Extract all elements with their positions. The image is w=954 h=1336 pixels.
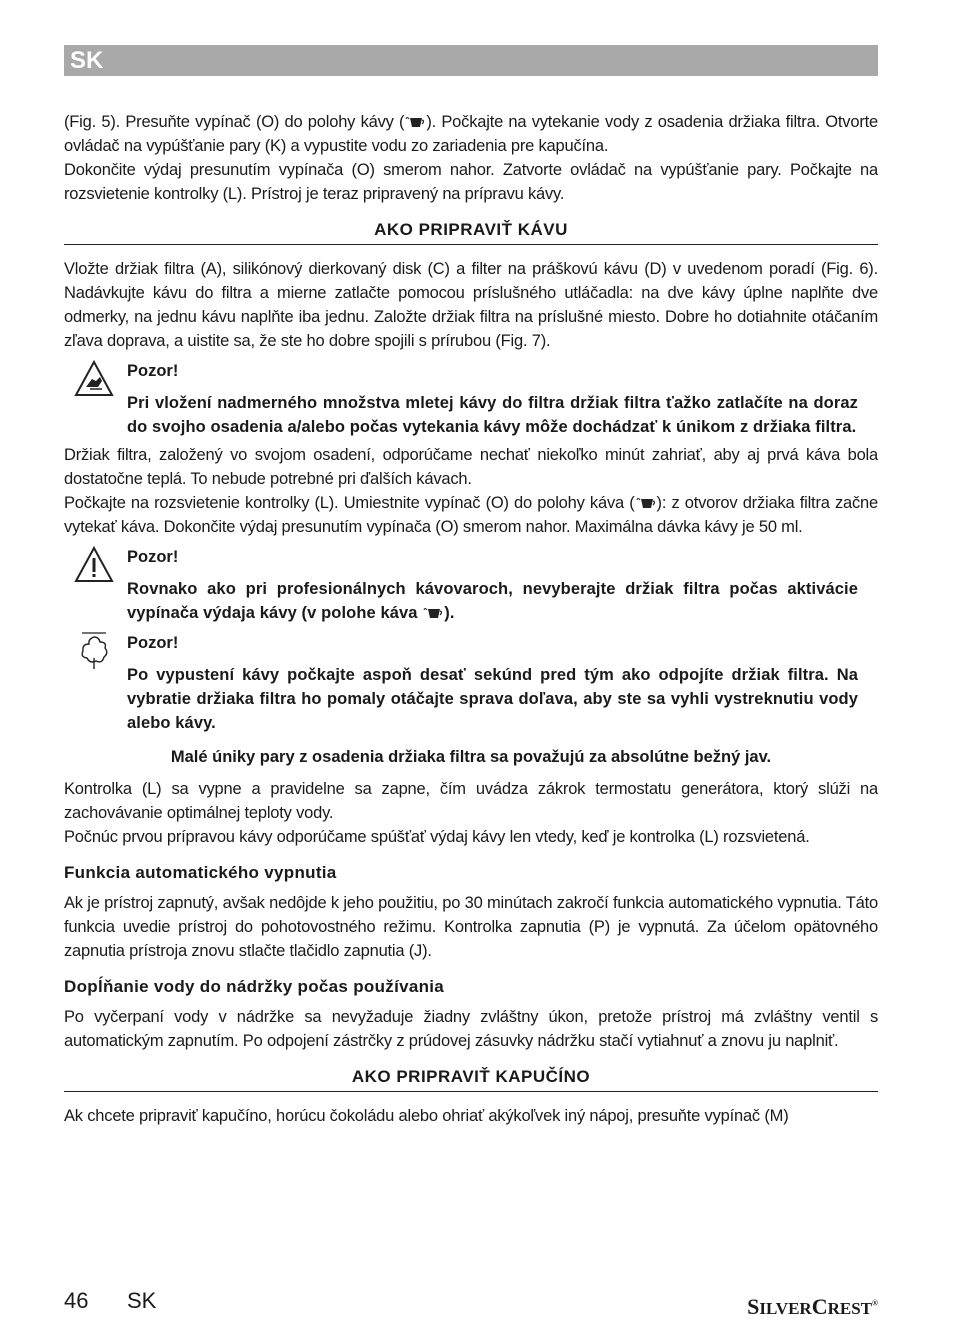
section-heading: AKO PRIPRAVIŤ KÁVU — [64, 218, 878, 245]
brand-logo: SILVERCREST® — [747, 1294, 878, 1319]
paragraph: Kontrolka (L) sa vypne a pravidelne sa zapne, čím uvádza zákrok termostatu generátora, ktorý slúži na zachovávanie optimálnej teploty vody. — [64, 780, 878, 822]
hot-steam-icon — [74, 631, 114, 671]
paragraph: Po vyčerpaní vody v nádržke sa nevyžaduje žiadny zvláštny úkon, pretože prístroj má zvláštny ventil s automatickým zapnutím. Po odpojení zástrčky z prúdovej zásuvky nádržku stačí vytiahnuť a znovu ju naplniť. — [64, 1008, 878, 1050]
warning-block — [64, 545, 878, 625]
warning-body: Pri vložení nadmerného množstva mletej kávy do filtra držiak filtra ťažko zatlačíte na doraz do svojho osadenia a/alebo počas vytekania kávy môže dochádzať k únikom z držiaka filtra. — [127, 394, 858, 436]
paragraph: Ak je prístroj zapnutý, avšak nedôjde k jeho použitiu, po 30 minútach zakročí funkcia automatického vypnutia. Táto funkcia uvedie prístroj do pohotovostného režimu. Kontrolka zapnutia (P) je vypnutá. Za účelom opätovného zapnutia prístroja znovu stlačte tlačidlo zapnutia (J). — [64, 894, 878, 960]
paragraph: (Fig. 5). Presuňte vypínač (O) do polohy kávy ( ). Počkajte na vytekanie vody z osadenia držiaka filtra. Otvorte ovládač na vypúšťanie pary (K) a vypustite vodu zo zariadenia pre kapučína. — [64, 113, 878, 155]
footer-language: SK — [127, 1288, 157, 1313]
page-content — [64, 110, 878, 1128]
section-heading: AKO PRIPRAVIŤ KAPUČÍNO — [64, 1065, 878, 1092]
coffee-cup-icon — [635, 496, 657, 510]
paragraph: Počnúc prvou prípravou kávy odporúčame spúšťať výdaj kávy len vtedy, keď je kontrolka (L) rozsvietená. — [64, 828, 810, 846]
paragraph: Držiak filtra, založený vo svojom osadení, odporúčame nechať niekoľko minút zahriať, aby aj prvá káva bola dostatočne teplá. To nebude potrebné pri ďalších kávach. — [64, 446, 878, 488]
paragraph: Vložte držiak filtra (A), silikónový dierkovaný disk (C) a filter na práškovú kávu (D) v uvedenom poradí (Fig. 6). Nadávkujte kávu do filtra a mierne zatlačte pomocou príslušného utláčadla: na dve kávy úplne naplňte dve odmerky, na jednu kávu naplňte iba jednu. Založte držiak filtra na príslušné miesto. Dobre ho dotiahnite otáčaním zľava doprava, a uistite sa, že ste ho dobre spojili s prírubou (Fig. 7). — [64, 260, 878, 350]
page-number: 46 — [64, 1288, 89, 1313]
paragraph: Dokončite výdaj presunutím vypínača (O) smerom nahor. Zatvorte ovládač na vypúšťanie pary. Počkajte na rozsvietenie kontrolky (L). Prístroj je teraz pripravený na prípravu kávy. — [64, 161, 878, 203]
warning-title: Pozor! — [127, 548, 179, 566]
warning-title: Pozor! — [127, 362, 179, 380]
paragraph: Ak chcete pripraviť kapučíno, horúcu čokoládu alebo ohriať akýkoľvek iný nápoj, presuňte vypínač (M) — [64, 1107, 789, 1125]
exclamation-warning-icon — [74, 545, 114, 585]
coffee-cup-icon — [422, 606, 444, 620]
warning-block — [64, 631, 878, 735]
hand-crush-warning-icon — [74, 359, 114, 399]
subsection-heading: Funkcia automatického vypnutia — [64, 863, 337, 882]
coffee-cup-icon — [404, 115, 426, 129]
language-header-bar — [64, 45, 878, 76]
warning-title: Pozor! — [127, 634, 179, 652]
warning-body: Po vypustení kávy počkajte aspoň desať sekúnd pred tým ako odpojíte držiak filtra. Na vybratie držiaka filtra ho pomaly otáčajte sprava doľava, aby ste sa vyhli vystreknutiu vody alebo kávy. — [127, 666, 858, 732]
subsection-heading: Dopĺňanie vody do nádržky počas používania — [64, 977, 445, 996]
paragraph: Počkajte na rozsvietenie kontrolky (L). Umiestnite vypínač (O) do polohy káva ( ): z otvorov držiaka filtra začne vytekať káva. Dokončite výdaj presunutím vypínača (O) smerom nahor. Maximálna dávka kávy je 50 ml. — [64, 494, 878, 536]
note-text: Malé úniky pary z osadenia držiaka filtra sa považujú za absolútne bežný jav. — [170, 748, 772, 766]
warning-block — [64, 359, 878, 439]
language-code: SK — [70, 47, 104, 74]
warning-body: Rovnako ako pri profesionálnych kávovaroch, nevyberajte držiak filtra počas aktivácie vypínača výdaja kávy (v polohe káva ). — [127, 580, 858, 622]
